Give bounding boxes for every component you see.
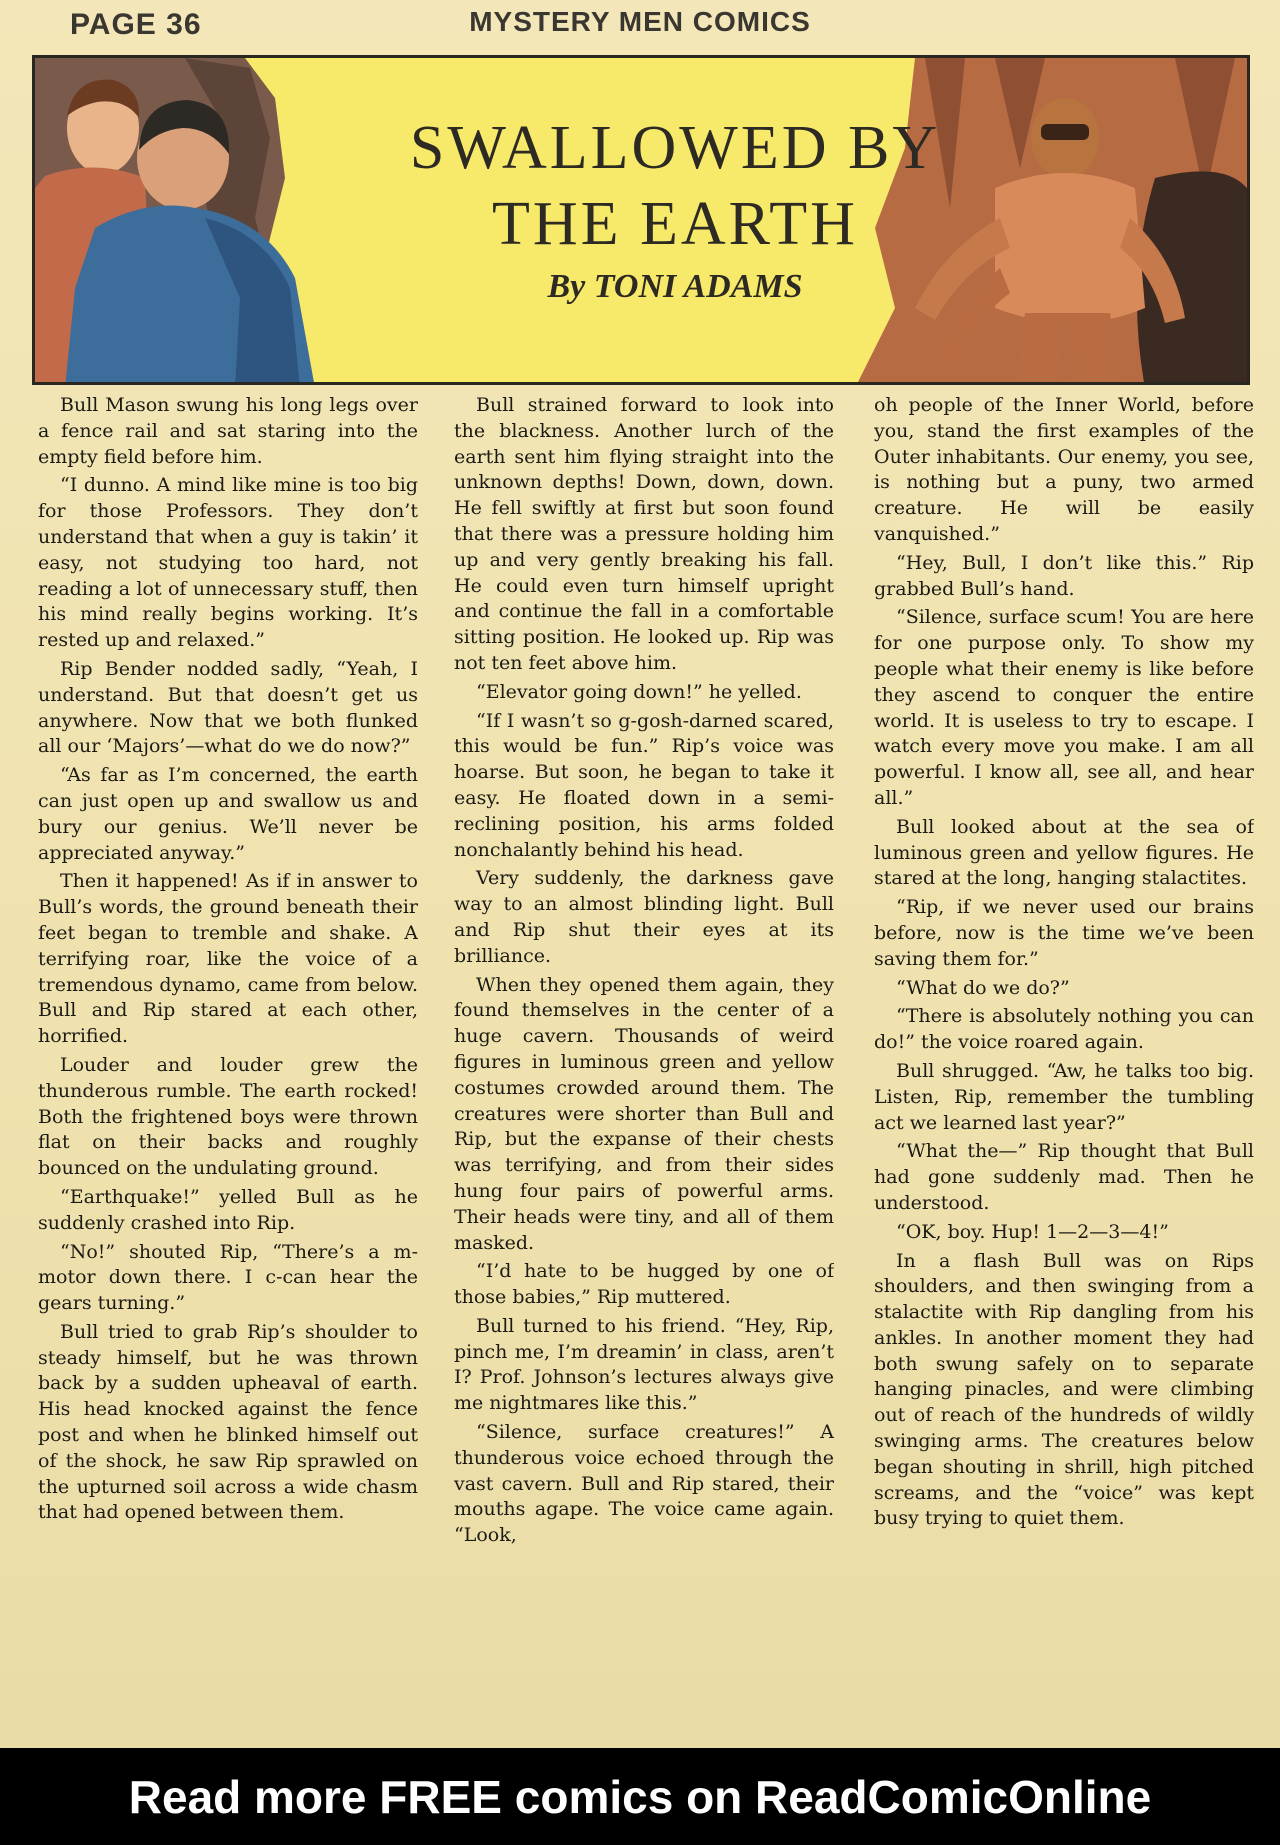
promo-link[interactable]: Read more FREE comics on ReadComicOnline	[128, 1771, 1152, 1823]
paragraph: Bull turned to his friend. “Hey, Rip, pinch me, I’m dreamin’ in class, aren’t I? Prof. Johnson’s lectures always give me nightmares like this.”	[454, 1314, 834, 1415]
paragraph: Bull looked about at the sea of luminous green and yellow figures. He stared at the long, hanging stalactites.	[874, 815, 1254, 890]
paragraph: In a flash Bull was on Rips shoulders, and then swinging from a stalactite with Rip dangling from his ankles. In another moment they had both swung safely on to separate hanging pinacles, and were climbing out of reach of the hundreds of wildly swinging arms. The creatures below began shouting in shrill, high pitched screams, and the “voice” was kept busy trying to quiet them.	[874, 1249, 1254, 1530]
paragraph: Bull Mason swung his long legs over a fence rail and sat staring into the empty field before him.	[38, 394, 418, 468]
paragraph: “Elevator going down!” he yelled.	[476, 680, 802, 703]
text-column-3	[874, 393, 1254, 1728]
paragraph: “OK, boy. Hup! 1—2—3—4!”	[896, 1220, 1169, 1243]
paragraph: Bull shrugged. “Aw, he talks too big. Listen, Rip, remember the tumbling act we learned last year?”	[874, 1059, 1254, 1134]
magazine-title: MYSTERY MEN COMICS	[469, 6, 811, 37]
paragraph: Then it happened! As if in answer to Bull’s words, the ground beneath their feet began to tremble and shake. A terrifying roar, like the voice of a tremendous dynamo, came from below. Bull and Rip stared at each other, horrified.	[38, 870, 418, 1048]
paragraph: “Silence, surface scum! You are here for one purpose only. To show my people what their enemy is like before they ascend to conquer the entire world. It is useless to try to escape. I watch every move you make. I am all powerful. I know all, see all, and hear all.”	[874, 606, 1254, 809]
paragraph: When they opened them again, they found themselves in the center of a huge cavern. Thousands of weird figures in luminous green and yellow costumes crowded around them. The creatures were shorter than Bull and Rip, but the expanse of their chests was terrifying, and from their sides hung four pairs of powerful arms. Their heads were tiny, and all of them masked.	[454, 973, 834, 1254]
text-column-1	[38, 393, 418, 1728]
paragraph: oh people of the Inner World, before you, stand the first examples of the Outer inhabitants. Our enemy, you see, is nothing but a puny, two armed creature. He will be easily vanquished.”	[874, 394, 1254, 545]
paragraph: Bull strained forward to look into the blackness. Another lurch of the earth sent him flying straight into the unknown depths! Down, down, down. He fell swiftly at first but soon found that there was a pressure holding him up and very gently breaking his fall. He could even turn himself upright and continue the fall in a comfortable sitting position. He looked up. Rip was not ten feet above him.	[454, 394, 834, 674]
paragraph: Bull tried to grab Rip’s shoulder to steady himself, but he was thrown back by a sudden upheaval of earth. His head knocked against the fence post and when he blinked himself out of the shock, he saw Rip sprawled on the upturned soil across a wide chasm that had opened between them.	[38, 1320, 418, 1524]
paragraph: “What the—” Rip thought that Bull had gone suddenly mad. Then he understood.	[874, 1140, 1254, 1214]
text-column-2	[454, 393, 834, 1728]
paragraph: Rip Bender nodded sadly, “Yeah, I understand. But that doesn’t get us anywhere. Now that we both flunked all our ‘Majors’—what do we do now?”	[38, 657, 418, 758]
paragraph: “Rip, if we never used our brains before, now is the time we’ve been saving them for.”	[874, 896, 1254, 970]
paragraph: “What do we do?”	[896, 976, 1070, 999]
paragraph: “Hey, Bull, I don’t like this.” Rip grabbed Bull’s hand.	[874, 551, 1254, 600]
paragraph: “Silence, surface creatures!” A thunderous voice echoed through the vast cavern. Bull and Rip stared, their mouths agape. The voice came again. “Look,	[454, 1421, 834, 1547]
paragraph: “If I wasn’t so g-gosh-darned scared, this would be fun.” Rip’s voice was hoarse. But soon, he began to take it easy. He floated down in a semi-reclining position, his arms folded nonchalantly behind his head.	[454, 709, 834, 861]
paragraph: “As far as I’m concerned, the earth can just open up and swallow us and bury our genius. We’ll never be appreciated anyway.”	[38, 764, 418, 864]
paragraph: “No!” shouted Rip, “There’s a m-motor down there. I c-can hear the gears turning.”	[38, 1240, 418, 1315]
story-columns	[38, 393, 1254, 1728]
paragraph: “I’d hate to be hugged by one of those babies,” Rip muttered.	[454, 1260, 834, 1309]
creature-mask	[1041, 124, 1089, 140]
paragraph: “I dunno. A mind like mine is too big for those Professors. They don’t understand that when a guy is takin’ it easy, not studying too hard, not reading a lot of unnecessary stuff, then his mind really begins working. It’s rested up and relaxed.”	[38, 474, 418, 652]
story-byline: By TONI ADAMS	[547, 268, 803, 305]
story-title-line2: THE EARTH	[492, 190, 858, 258]
story-title	[385, 110, 965, 262]
page-number: PAGE 36	[70, 8, 202, 41]
paragraph: “Earthquake!” yelled Bull as he suddenly crashed into Rip.	[38, 1185, 418, 1234]
story-title-line1: SWALLOWED BY	[409, 114, 941, 182]
promo-footer	[0, 1748, 1280, 1845]
paragraph: Louder and louder grew the thunderous rumble. The earth rocked! Both the frightened boys were thrown flat on their backs and roughly bounced on the undulating ground.	[38, 1053, 418, 1180]
paragraph: “There is absolutely nothing you can do!” the voice roared again.	[874, 1005, 1254, 1054]
story-banner	[32, 55, 1250, 385]
paragraph: Very suddenly, the darkness gave way to an almost blinding light. Bull and Rip shut their eyes at its brilliance.	[454, 867, 834, 967]
page-header	[30, 0, 1250, 52]
